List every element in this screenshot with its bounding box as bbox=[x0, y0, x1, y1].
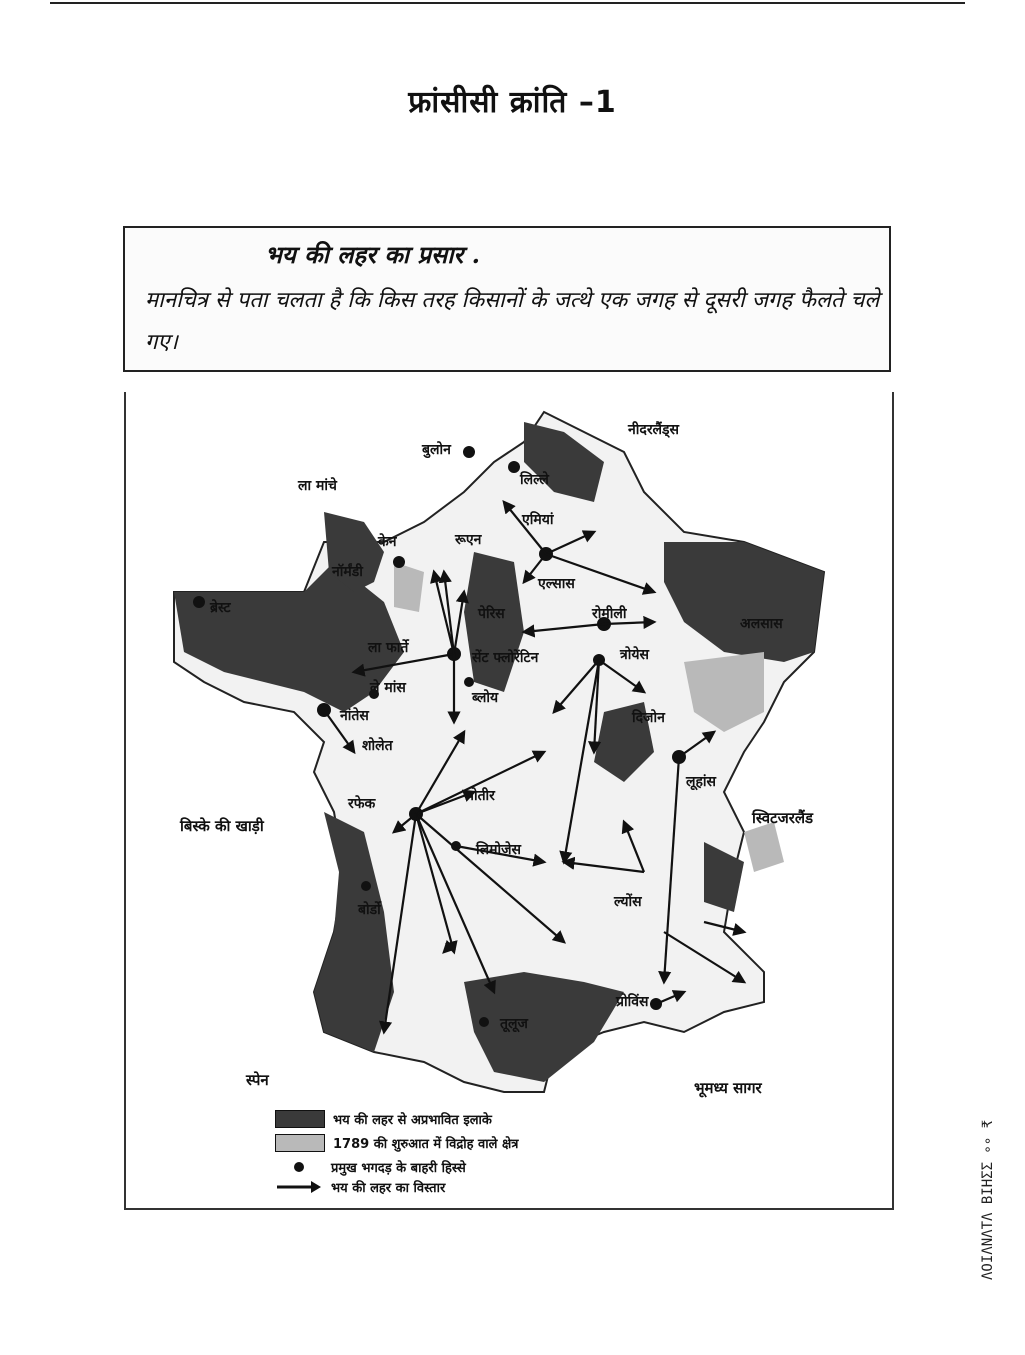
france-map bbox=[124, 392, 894, 1210]
legend-dot-icon bbox=[275, 1159, 323, 1175]
label-toulouse: तूलूज bbox=[500, 1016, 528, 1032]
label-bordeaux: बोर्डो bbox=[358, 902, 381, 918]
label-saint-florentin: सेंट फ्लोरेंटिन bbox=[472, 650, 539, 666]
legend-swatch-light bbox=[275, 1134, 325, 1152]
label-bay-of-biscay: बिस्के की खाड़ी bbox=[180, 817, 264, 835]
label-alsace2: एल्सास bbox=[538, 576, 575, 592]
legend-swatch-dark bbox=[275, 1110, 325, 1128]
label-nantes: नांतेस bbox=[340, 708, 369, 724]
label-lyons: ल्योंस bbox=[614, 894, 642, 910]
label-troyes: त्रोयेस bbox=[620, 647, 649, 663]
label-la-ferte: ला फार्ते bbox=[368, 640, 409, 656]
label-limoges: लिमोजेस bbox=[476, 842, 521, 858]
label-cholet: शोलेत bbox=[362, 738, 393, 754]
label-lons: लूहांस bbox=[686, 774, 717, 790]
label-caen: केन bbox=[378, 534, 397, 550]
label-netherlands: नीदरलैंड्स bbox=[628, 422, 680, 438]
label-poitiers: पोतीर bbox=[466, 788, 495, 804]
label-amiens: एमियां bbox=[522, 512, 554, 528]
legend-spread bbox=[275, 1178, 445, 1196]
label-la-manche: ला मांचे bbox=[298, 478, 337, 494]
legend-unaffected bbox=[275, 1110, 492, 1128]
legend-spread-label: भय की लहर का विस्तार bbox=[331, 1181, 446, 1196]
legend-revolt bbox=[275, 1134, 518, 1152]
label-mediterranean: भूमध्य सागर bbox=[694, 1079, 762, 1097]
label-alsace: अलसास bbox=[740, 616, 783, 632]
label-blois: ब्लोय bbox=[472, 690, 499, 706]
label-romilly: रोमीली bbox=[592, 606, 627, 622]
caption-heading: भय की लहर का प्रसार . bbox=[265, 240, 480, 269]
label-paris: पेरिस bbox=[478, 606, 505, 622]
revolt-region-3 bbox=[744, 822, 784, 872]
label-lille: लिल्ले bbox=[520, 472, 549, 488]
legend-panic bbox=[275, 1158, 466, 1176]
label-boulogne: बुलोन bbox=[422, 442, 451, 458]
label-brest: ब्रेस्ट bbox=[210, 600, 231, 616]
caption-body: मानचित्र से पता चलता है कि किस तरह किसानों के जत्थे एक जगह से दूसरी जगह फैलते चले गए। bbox=[145, 288, 880, 355]
top-rule bbox=[50, 2, 965, 4]
label-dijon: दिजोन bbox=[632, 710, 665, 726]
label-switzerland: स्विटजरलैंड bbox=[752, 809, 814, 827]
page-title: फ्रांसीसी क्रांति –1 bbox=[408, 85, 617, 120]
label-spain: स्पेन bbox=[246, 1071, 269, 1089]
caption-box bbox=[123, 226, 891, 372]
label-le-mans: ले मांस bbox=[370, 680, 406, 696]
legend-arrow-icon bbox=[275, 1179, 323, 1195]
legend-unaffected-label: भय की लहर से अप्रभावित इलाके bbox=[333, 1113, 492, 1128]
label-provence: प्रोविंस bbox=[616, 994, 649, 1010]
side-stamp: ΛΟΙΛΝΛΤΛ ΒΙΗΣΣ ∘∘ ₹ bbox=[980, 1119, 996, 1280]
label-ruffec: रफेक bbox=[348, 796, 376, 812]
legend-panic-label: प्रमुख भगदड़ के बाहरी हिस्से bbox=[331, 1161, 466, 1176]
label-rouen: रूएन bbox=[455, 532, 482, 548]
legend-revolt-label: 1789 की शुरुआत में विद्रोह वाले क्षेत्र bbox=[333, 1137, 519, 1152]
label-normandy: नॉर्मंडी bbox=[332, 564, 363, 580]
